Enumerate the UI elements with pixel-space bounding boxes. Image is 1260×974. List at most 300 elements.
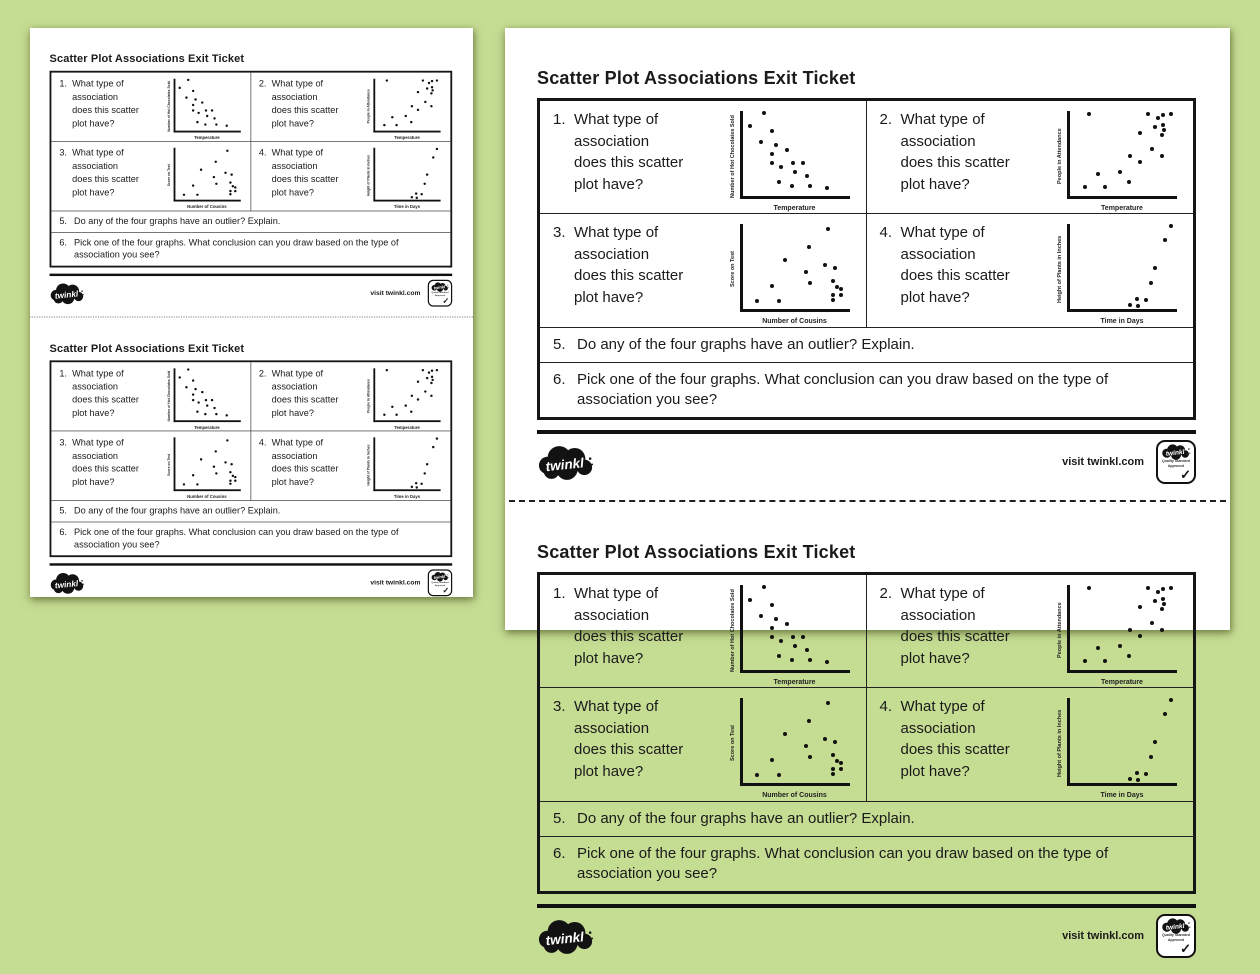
scatter-plot-4 [1056,698,1188,801]
data-point [1127,654,1131,658]
data-point [804,744,808,748]
question-number: 2. [258,78,267,90]
data-point [214,161,216,163]
question-line: does this scatter [271,394,339,405]
data-point [192,393,194,395]
data-point [826,701,830,705]
data-point [839,287,843,291]
x-axis-label: Temperature [394,425,420,431]
data-point [215,123,217,125]
question-line: Pick one of the four graphs. What conclusion can you draw based on the type of [73,237,399,248]
data-point [839,767,843,771]
data-point [424,390,426,392]
data-point [396,413,398,415]
data-point [410,121,412,123]
question-cell-3 [51,431,250,500]
question-row-5 [51,211,450,232]
question-line: does this scatter [900,154,1010,171]
data-point [790,658,794,662]
data-point [424,101,426,103]
question-text [74,216,444,228]
x-axis-label: Time in Days [1100,318,1144,325]
data-point [1128,628,1132,632]
question-line: plot have? [900,175,970,193]
data-point [770,284,774,288]
badge-text-line: Approved [1167,937,1185,942]
ticket-slot-3 [505,28,1230,500]
data-point [1087,112,1091,116]
question-cell-4 [251,142,450,211]
question-cell-1 [51,362,250,431]
visit-twinkl-link: visit twinkl.com [370,289,421,297]
data-point [192,103,194,105]
data-point [793,644,797,648]
question-text [272,367,367,431]
footer-bar [50,276,453,307]
plot-area [173,368,240,422]
data-point [187,368,189,370]
question-line: plot have? [900,288,970,306]
data-point [783,732,787,736]
check-icon: ✓ [1180,467,1191,482]
data-point [785,148,789,152]
question-cell-4 [867,688,1194,801]
data-point [825,660,829,664]
data-point [185,97,187,99]
data-point [1096,646,1100,650]
question-text [72,77,166,141]
data-point [415,192,417,194]
exit-ticket [505,28,1230,500]
data-point [831,298,835,302]
question-text [272,77,367,141]
data-point [1160,607,1164,611]
question-row-5 [51,500,450,521]
y-axis-label: Number of Hot Chocolates Sold [167,81,171,132]
question-line: association you see? [577,391,718,408]
data-point [831,772,835,776]
question-cell-2 [867,101,1194,214]
data-point [205,109,207,111]
plot-area [373,79,440,133]
quality-standard-badge [1156,440,1196,484]
data-point [1162,128,1166,132]
data-point [411,485,413,487]
data-point [805,648,809,652]
data-point [831,767,835,771]
data-point [1138,605,1142,609]
data-point [1162,602,1166,606]
data-point [416,381,418,383]
question-line: does this scatter [271,174,339,185]
check-icon: ✓ [1180,941,1191,956]
twinkl-logo [50,571,85,594]
page-preview-large [505,28,1230,956]
scatter-plot-3 [729,698,861,801]
question-row-6 [51,232,450,266]
data-point [424,182,426,184]
data-point [1136,304,1140,308]
page-content [30,28,473,606]
question-line: What type of [72,437,124,448]
data-point [192,184,194,186]
worksheet-title: Scatter Plot Associations Exit Ticket [537,68,856,88]
question-line: plot have? [271,187,314,198]
question-line: association [574,606,650,624]
data-point [759,140,763,144]
question-line: association you see? [73,539,160,550]
worksheet-title: Scatter Plot Associations Exit Ticket [49,342,245,355]
data-point [1135,771,1139,775]
question-table [537,572,1196,894]
twinkl-logo-text: twinkl [54,289,79,301]
data-point [1087,586,1091,590]
data-point [748,598,752,602]
data-point [206,405,208,407]
plot-area [740,224,850,312]
question-line: association you see? [577,865,718,882]
data-point [200,168,202,170]
question-line: does this scatter [900,267,1010,284]
data-point [178,376,180,378]
plot-area [373,148,440,202]
data-point [755,299,759,303]
data-point [214,450,216,452]
data-point [196,410,198,412]
plot-area [373,368,440,422]
question-line: What type of [271,368,324,379]
data-point [410,410,412,412]
scatter-plot-2 [1056,111,1188,213]
data-point [1163,238,1167,242]
question-line: does this scatter [72,394,139,405]
ticket-slot-1 [30,28,473,316]
question-number: 5. [553,810,566,827]
question-line: plot have? [574,288,644,306]
data-point [1103,185,1107,189]
question-number: 3. [59,147,67,159]
data-point [194,98,196,100]
question-number: 1. [59,368,67,379]
data-point [197,401,199,403]
question-line: What type of [271,437,324,448]
data-point [226,414,228,416]
question-cell-3 [540,214,867,327]
data-point [230,174,232,176]
page-preview-small [30,28,473,597]
question-line: association [574,245,650,263]
x-axis-label: Time in Days [393,205,421,210]
data-point [1083,659,1087,663]
data-point [831,293,835,297]
question-number: 4. [258,437,267,448]
ticket-footer [537,904,1196,958]
question-text [72,436,166,500]
footer-bar [50,566,453,597]
question-line: What type of [574,698,659,715]
data-point [234,186,236,188]
data-point [1138,634,1142,638]
badge-twinkl-text: twinkl [1165,922,1185,932]
data-point [213,117,215,119]
worksheet-title: Scatter Plot Associations Exit Ticket [537,542,856,562]
data-point [194,388,196,390]
data-point [1161,123,1165,127]
question-cell-2 [251,73,450,142]
question-text [901,583,1057,687]
data-point [808,658,812,662]
x-axis-label: Temperature [1101,205,1143,212]
plot-area [1067,224,1177,312]
quality-standard-badge [428,569,452,596]
data-point [215,182,217,184]
question-cell-3 [51,142,250,211]
badge-twinkl-logo [431,572,449,581]
x-axis-label: Temperature [773,679,816,686]
data-point [1153,740,1157,744]
data-point [808,755,812,759]
question-row-5 [540,327,1193,362]
data-point [213,407,215,409]
data-point [1150,621,1154,625]
question-cell-4 [251,431,450,500]
data-point [831,279,835,283]
data-point [205,399,207,401]
data-point [791,635,795,639]
data-point [416,486,418,488]
question-text [272,436,367,500]
question-number: 4. [879,224,893,241]
data-point [229,190,231,192]
question-line: association [72,91,119,103]
x-axis-label: Temperature [394,136,420,141]
data-point [807,245,811,249]
data-point [405,115,407,117]
data-point [783,258,787,262]
question-line: does this scatter [72,463,139,475]
exit-ticket [30,318,473,606]
data-point [825,186,829,190]
data-point [432,156,434,158]
plot-area [1067,585,1177,673]
x-axis-label: Time in Days [393,494,421,500]
data-point [1169,112,1173,116]
data-point [426,463,428,465]
data-point [1156,116,1160,120]
data-point [196,193,198,195]
y-axis-label: Score on Test [167,454,171,477]
question-line: What type of [271,78,324,90]
data-point [435,80,437,82]
data-point [405,405,407,407]
question-grid [540,575,1193,801]
x-axis-label: Number of Cousins [762,792,827,799]
x-axis-label: Temperature [194,425,220,431]
data-point [435,437,437,439]
question-text [272,147,367,211]
question-number: 1. [553,111,566,128]
question-line: What type of [72,78,124,90]
scatter-plot-4 [367,437,448,500]
data-point [1160,154,1164,158]
data-point [391,116,393,118]
question-text [577,844,1183,884]
data-point [430,395,432,397]
data-point [197,112,199,114]
data-point [383,413,385,415]
question-line: What type of [900,585,985,602]
twinkl-logo [537,918,595,955]
question-row-6 [540,836,1193,891]
data-point [428,82,430,84]
data-point [391,406,393,408]
question-number: 4. [258,147,267,159]
question-number: 6. [59,237,67,248]
ticket-footer [50,274,453,307]
question-line: What type of [574,224,659,241]
data-point [770,161,774,165]
question-text [577,809,1183,829]
exit-ticket [30,28,473,316]
data-point [432,379,434,381]
data-point [1161,113,1165,117]
twinkl-logo-text: twinkl [54,578,79,591]
data-point [790,184,794,188]
data-point [1096,172,1100,176]
question-text [72,147,166,211]
question-line: association [271,450,318,461]
question-line: Pick one of the four graphs. What conclusion can you draw based on the type of [577,371,1109,388]
data-point [229,471,231,473]
data-point [785,622,789,626]
data-point [416,109,418,111]
question-number: 3. [59,437,67,448]
data-point [1150,147,1154,151]
data-point [432,89,434,91]
scatter-plot-1 [729,585,861,687]
data-point [431,80,433,82]
data-point [435,369,437,371]
y-axis-label: Height of Plants in Inches [1057,235,1063,304]
data-point [201,391,203,393]
data-point [1135,297,1139,301]
data-point [192,380,194,382]
y-axis-label: Score on Test [729,251,736,288]
data-point [215,472,217,474]
scatter-plot-1 [167,79,248,141]
data-point [770,129,774,133]
data-point [1169,224,1173,228]
question-cell-3 [540,688,867,801]
data-point [1128,777,1132,781]
data-point [1083,185,1087,189]
question-line: association [271,160,318,172]
badge-text-line: Quality Standard [1161,933,1190,937]
data-point [1163,712,1167,716]
data-point [192,90,194,92]
data-point [196,121,198,123]
data-point [204,413,206,415]
badge-text-line: Quality Standard [431,291,449,294]
data-point [431,375,433,377]
question-text [74,237,444,261]
question-cell-2 [867,575,1194,688]
data-point [428,371,430,373]
visit-twinkl-link: visit twinkl.com [1062,930,1144,942]
data-point [185,386,187,388]
worksheet-title: Scatter Plot Associations Exit Ticket [49,52,245,65]
data-point [1136,778,1140,782]
plot-area [173,437,240,491]
question-line: does this scatter [900,628,1010,645]
question-number: 1. [553,585,566,602]
x-axis-label: Temperature [773,205,816,212]
data-point [386,80,388,82]
data-point [411,395,413,397]
data-point [1146,112,1150,116]
scatter-plot-2 [367,368,448,430]
question-grid [540,101,1193,327]
plot-area [173,148,240,202]
question-line: does this scatter [72,104,139,116]
x-axis-label: Number of Cousins [187,494,227,500]
question-number: 2. [879,111,893,128]
question-cell-1 [540,101,867,214]
plot-area [1067,111,1177,199]
y-axis-label: Score on Test [729,725,736,762]
visit-twinkl-link: visit twinkl.com [1062,456,1144,468]
data-point [383,124,385,126]
scatter-plot-3 [729,224,861,327]
question-line: association [574,132,650,150]
question-text [577,335,1183,355]
question-text [574,583,729,687]
data-point [1160,133,1164,137]
question-line: What type of [271,147,324,159]
question-number: 6. [553,845,566,862]
data-point [411,105,413,107]
plot-area [740,698,850,786]
question-line: does this scatter [72,174,139,185]
question-line: plot have? [900,762,970,780]
plot-area [173,79,240,133]
question-cell-1 [51,73,250,142]
data-point [430,382,432,384]
question-line: plot have? [72,187,115,198]
data-point [801,635,805,639]
question-number: 6. [553,371,566,388]
data-point [1169,698,1173,702]
twinkl-logo [50,282,85,305]
question-line: does this scatter [574,154,684,171]
data-point [833,740,837,744]
x-axis-label: Temperature [1101,679,1143,686]
data-point [226,439,228,441]
check-icon: ✓ [442,585,450,596]
data-point [804,270,808,274]
data-point [1127,180,1131,184]
twinkl-logo-text: twinkl [544,454,585,474]
data-point [831,753,835,757]
data-point [1156,590,1160,594]
question-number: 2. [258,368,267,379]
question-text [574,696,729,801]
data-point [430,105,432,107]
question-line: What type of [574,585,659,602]
data-point [779,639,783,643]
quality-standard-badge [1156,914,1196,958]
question-row-6 [540,362,1193,417]
